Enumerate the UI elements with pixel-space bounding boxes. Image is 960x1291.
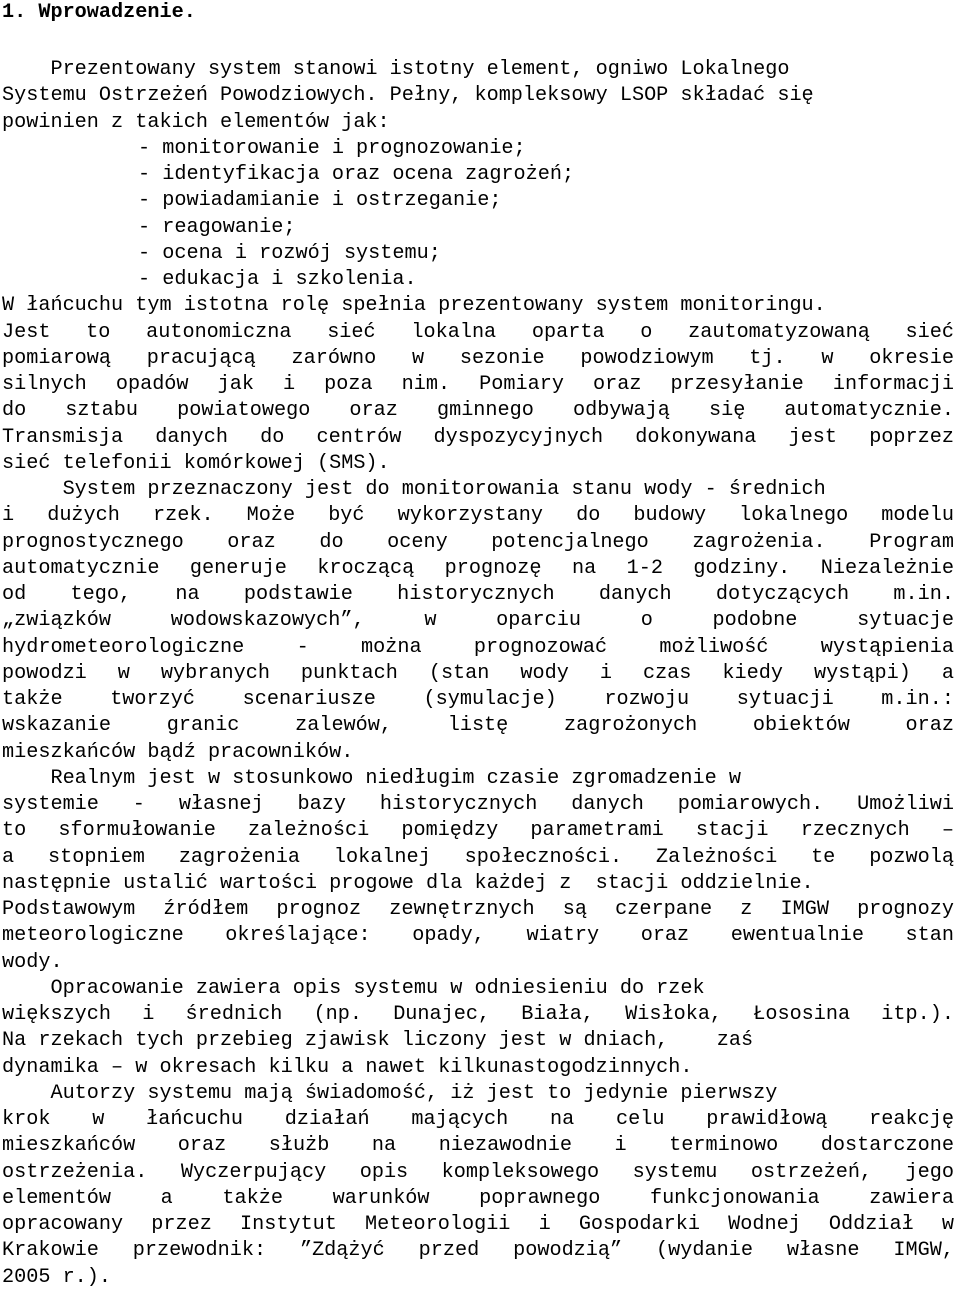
text-line: i dużych rzek. Może być wykorzystany do budowy lokalnego modelu bbox=[2, 504, 954, 528]
text-line: Realnym jest w stosunkowo niedługim czasie zgromadzenie w bbox=[2, 766, 741, 790]
text-line: sieć telefonii komórkowej (SMS). bbox=[2, 451, 390, 475]
text-line: Podstawowym źródłem prognoz zewnętrznych są czerpane z IMGW prognozy bbox=[2, 898, 954, 921]
text-line: opracowany przez Instytut Meteorologii i Gospodarki Wodnej Oddział w bbox=[2, 1213, 954, 1236]
text-line: systemie - własnej bazy historycznych danych pomiarowych. Umożliwi bbox=[2, 793, 954, 816]
text-line: Autorzy systemu mają świadomość, iż jest to jedynie pierwszy bbox=[2, 1081, 778, 1105]
text-line: krok w łańcuchu działań mających na celu prawidłową reakcję bbox=[2, 1108, 954, 1131]
text-line: do sztabu powiatowego oraz gminnego odbywają się automatycznie. bbox=[2, 399, 954, 423]
text-line: dynamika – w okresach kilku a nawet kilkunastogodzinnych. bbox=[2, 1055, 693, 1079]
text-line: W łańcuchu tym istotna rolę spełnia prezentowany system monitoringu. bbox=[2, 294, 826, 318]
text-line: mieszkańców oraz służb na niezawodnie i terminowo dostarczone bbox=[2, 1134, 954, 1158]
text-line: automatycznie generuje kroczącą prognozę na 1-2 godziny. Niezależnie bbox=[2, 556, 954, 580]
text-line: ostrzeżenia. Wyczerpujący opis kompleksowego systemu ostrzeżeń, jego bbox=[2, 1160, 954, 1184]
section-heading: 1. Wprowadzenie. bbox=[2, 1, 196, 24]
text-line: Opracowanie zawiera opis systemu w odniesieniu do rzek bbox=[2, 976, 705, 1000]
text-line: „związków wodowskazowych”, w oparciu o podobne sytuacje bbox=[2, 609, 954, 633]
text-line: powodzi w wybranych punktach (stan wody i czas kiedy wystąpi) a bbox=[2, 661, 954, 685]
list-item: - identyfikacja oraz ocena zagrożeń; bbox=[138, 163, 575, 186]
text-line: mieszkańców bądź pracowników. bbox=[2, 740, 354, 764]
text-line: Na rzekach tych przebieg zjawisk liczony jest w dniach, zaś bbox=[2, 1029, 754, 1053]
text-line: Krakowie przewodnik: ”Zdążyć przed powodzią” (wydanie własne IMGW, bbox=[2, 1239, 954, 1263]
list-item: - monitorowanie i prognozowanie; bbox=[138, 136, 526, 160]
text-line: wody. bbox=[2, 950, 63, 974]
text-line: następnie ustalić wartości progowe dla każdej z stacji oddzielnie. bbox=[2, 871, 814, 895]
text-line: elementów a także warunków poprawnego funkcjonowania zawiera bbox=[2, 1186, 954, 1210]
list-item: - reagowanie; bbox=[138, 215, 296, 239]
text-line: a stopniem zagrożenia lokalnej społeczności. Zależności te pozwolą bbox=[2, 845, 954, 869]
text-line: wskazanie granic zalewów, listę zagrożonych obiektów oraz bbox=[2, 714, 954, 738]
text-line: 2005 r.). bbox=[2, 1265, 112, 1289]
text-line: pomiarową pracującą zarówno w sezonie powodziowym tj. w okresie bbox=[2, 346, 954, 370]
text-line: Systemu Ostrzeżeń Powodziowych. Pełny, kompleksowy LSOP składać się bbox=[2, 84, 814, 108]
list-item: - edukacja i szkolenia. bbox=[138, 268, 417, 291]
text-line: większych i średnich (np. Dunajec, Biała, Wisłoka, Łososina itp.). bbox=[2, 1003, 954, 1026]
text-line: Prezentowany system stanowi istotny element, ogniwo Lokalnego bbox=[2, 58, 790, 81]
text-line: Jest to autonomiczna sieć lokalna oparta o zautomatyzowaną sieć bbox=[2, 320, 954, 344]
list-item: - powiadamianie i ostrzeganie; bbox=[138, 189, 502, 213]
text-line: powinien z takich elementów jak: bbox=[2, 110, 390, 134]
list-item: - ocena i rozwój systemu; bbox=[138, 241, 441, 265]
body-text bbox=[2, 57, 954, 1291]
text-line: meteorologiczne określające: opady, wiatry oraz ewentualnie stan bbox=[2, 924, 954, 948]
text-line: to sformułowanie zależności pomiędzy parametrami stacji rzecznych – bbox=[2, 819, 954, 843]
text-line: silnych opadów jak i poza nim. Pomiary oraz przesyłanie informacji bbox=[2, 373, 954, 396]
text-line: prognostycznego oraz do oceny potencjalnego zagrożenia. Program bbox=[2, 530, 954, 554]
text-line: od tego, na podstawie historycznych danych dotyczących m.in. bbox=[2, 583, 954, 606]
text-line: System przeznaczony jest do monitorowania stanu wody - średnich bbox=[2, 478, 826, 501]
text-line: Transmisja danych do centrów dyspozycyjnych dokonywana jest poprzez bbox=[2, 425, 954, 449]
text-line: hydrometeorologiczne - można prognozować możliwość wystąpienia bbox=[2, 635, 954, 659]
text-line: także tworzyć scenariusze (symulacje) rozwoju sytuacji m.in.: bbox=[2, 688, 954, 711]
